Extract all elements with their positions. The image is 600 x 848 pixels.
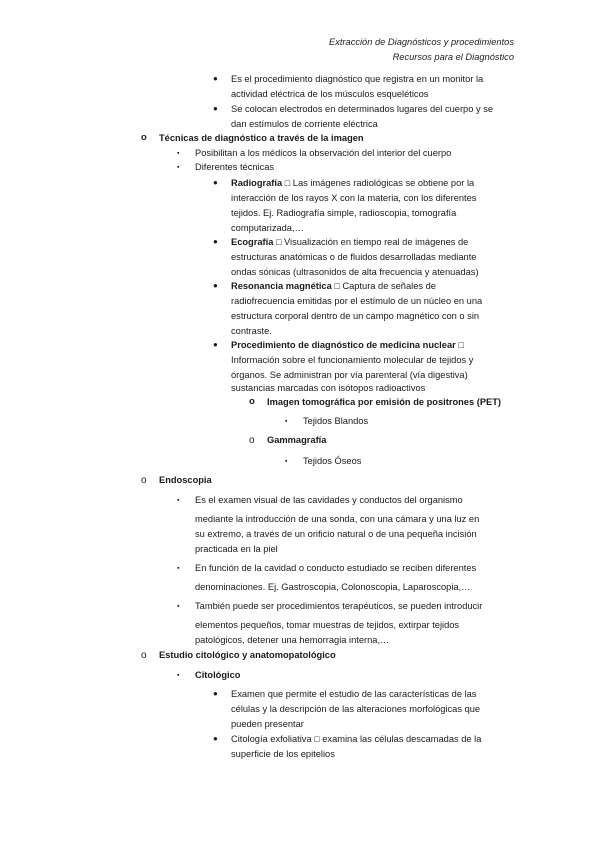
header-line-2: Recursos para el Diagnóstico [392, 52, 514, 62]
square-bullet-icon: ▪ [285, 458, 288, 465]
ecografia-line1 [231, 236, 468, 248]
ecografia-line3: ondas sónicas (ultrasonidos de alta frecuencia y atenuadas) [231, 267, 479, 277]
bullet-icon: ● [213, 340, 218, 349]
pet-heading: Imagen tomográfica por emisión de positrones (PET) [267, 397, 502, 407]
citologico-b1-line1: Examen que permite el estudio de las características de las [231, 689, 477, 699]
resonancia-line3: estructura corporal dentro de un campo magnético con o sin [231, 311, 480, 321]
resonancia-line4: contraste. [231, 326, 272, 336]
resonancia-text: Captura de señales de [342, 281, 436, 291]
square-bullet-icon: ▪ [177, 150, 180, 157]
ecg-b1-line1: Es el procedimiento diagnóstico que registra en un monitor la [231, 74, 484, 84]
radiografia-line3: tejidos. Ej. Radiografía simple, radioscopia, tomografía [231, 208, 457, 218]
endoscopia-b2-line2: denominaciones. Ej. Gastroscopia, Colonoscopia, Laparoscopia,… [195, 582, 471, 592]
box-icon: □ [458, 340, 464, 350]
gamma-sub: Tejidos Óseos [303, 456, 362, 466]
bullet-icon: ● [213, 281, 218, 290]
endoscopia-b2-line1: En función de la cavidad o conducto estudiado se reciben diferentes [195, 563, 477, 573]
ecografia-line2: estructuras anatómicas o de fluidos desarrolladas mediante [231, 252, 477, 262]
nuclear-line3: órganos. Se administran por vía parenteral (vía digestiva) [231, 370, 468, 380]
bullet-icon: ● [213, 689, 218, 698]
endoscopia-b1-line2: mediante la introducción de una sonda, con una cámara y una luz en [195, 514, 480, 524]
endoscopia-b1-line4: practicada en la piel [195, 544, 278, 554]
square-bullet-icon: ▪ [177, 164, 180, 171]
header-line-1: Extracción de Diagnósticos y procedimientos [329, 37, 514, 47]
citologico-b2-line1 [231, 733, 481, 745]
radiografia-text: Las imágenes radiológicas se obtiene por la [292, 178, 475, 188]
square-bullet-icon: ▪ [177, 497, 180, 504]
nuclear-line1 [231, 339, 464, 351]
bullet-icon: ● [213, 734, 218, 743]
radiografia-line4: computarizada,… [231, 223, 304, 233]
radiografia-term: Radiografía [231, 178, 283, 188]
square-bullet-icon: ▪ [177, 565, 180, 572]
circle-bullet-icon: o [141, 650, 147, 661]
endoscopia-heading: Endoscopia [159, 475, 212, 485]
citologico-b1-line2: células y la descripción de las alteraciones morfológicas que [231, 704, 481, 714]
citologico-heading: Estudio citológico y anatomopatológico [159, 650, 336, 660]
box-icon: □ [314, 734, 320, 744]
imagen-s2: Diferentes técnicas [195, 162, 275, 172]
citologico-b2-text: examina las células descamadas de la [322, 734, 482, 744]
pet-sub: Tejidos Blandos [303, 416, 369, 426]
gamma-heading: Gammagrafía [267, 435, 327, 445]
square-bullet-icon: ▪ [177, 603, 180, 610]
endoscopia-b1-line1: Es el examen visual de las cavidades y conductos del organismo [195, 495, 463, 505]
ecografia-term: Ecografía [231, 237, 274, 247]
endoscopia-b1-line3: su extremo, a través de un orificio natural o de una pequeña incisión [195, 529, 477, 539]
square-bullet-icon: ▪ [285, 418, 288, 425]
nuclear-term: Procedimiento de diagnóstico de medicina nuclear [231, 340, 456, 350]
circle-bullet-icon: o [249, 396, 255, 407]
bullet-icon: ● [213, 74, 218, 83]
circle-bullet-icon: o [141, 132, 147, 143]
circle-bullet-icon: o [249, 435, 255, 446]
nuclear-line4: sustancias marcadas con isótopos radioactivos [231, 383, 426, 393]
box-icon: □ [334, 281, 340, 291]
resonancia-line2: radiofrecuencia emitidas por el estímulo de un núcleo en una [231, 296, 483, 306]
square-bullet-icon: ▪ [177, 672, 180, 679]
radiografia-line2: interacción de los rayos X con la materia, con los diferentes [231, 193, 477, 203]
bullet-icon: ● [213, 178, 218, 187]
resonancia-line1 [231, 280, 436, 292]
bullet-icon: ● [213, 237, 218, 246]
endoscopia-b3-line1: También puede ser procedimientos terapéuticos, se pueden introducir [195, 601, 483, 611]
ecg-b2-line2: dan estímulos de corriente eléctrica [231, 119, 378, 129]
imagen-heading: Técnicas de diagnóstico a través de la imagen [159, 133, 364, 143]
citologico-b2-line2: superficie de los epitelios [231, 749, 335, 759]
nuclear-line2: Información sobre el funcionamiento molecular de tejidos y [231, 355, 474, 365]
bullet-icon: ● [213, 104, 218, 113]
citologico-b2-term: Citología exfoliativa [231, 734, 312, 744]
radiografia-line1 [231, 177, 474, 189]
endoscopia-b3-line2: elementos pequeños, tomar muestras de tejidos, extirpar tejidos [195, 620, 460, 630]
ecografia-text: Visualización en tiempo real de imágenes de [284, 237, 469, 247]
imagen-s1: Posibilitan a los médicos la observación del interior del cuerpo [195, 148, 452, 158]
ecg-b2-line1: Se colocan electrodos en determinados lugares del cuerpo y se [231, 104, 494, 114]
ecg-b1-line2: actividad eléctrica de los músculos esqueléticos [231, 89, 429, 99]
box-icon: □ [275, 237, 282, 247]
box-icon: □ [284, 178, 291, 188]
circle-bullet-icon: o [141, 475, 147, 486]
citologico-sub: Citológico [195, 670, 241, 680]
endoscopia-b3-line3: patológicos, detener una hemorragia interna,… [195, 635, 390, 645]
citologico-b1-line3: pueden presentar [231, 719, 304, 729]
resonancia-term: Resonancia magnética [231, 281, 332, 291]
